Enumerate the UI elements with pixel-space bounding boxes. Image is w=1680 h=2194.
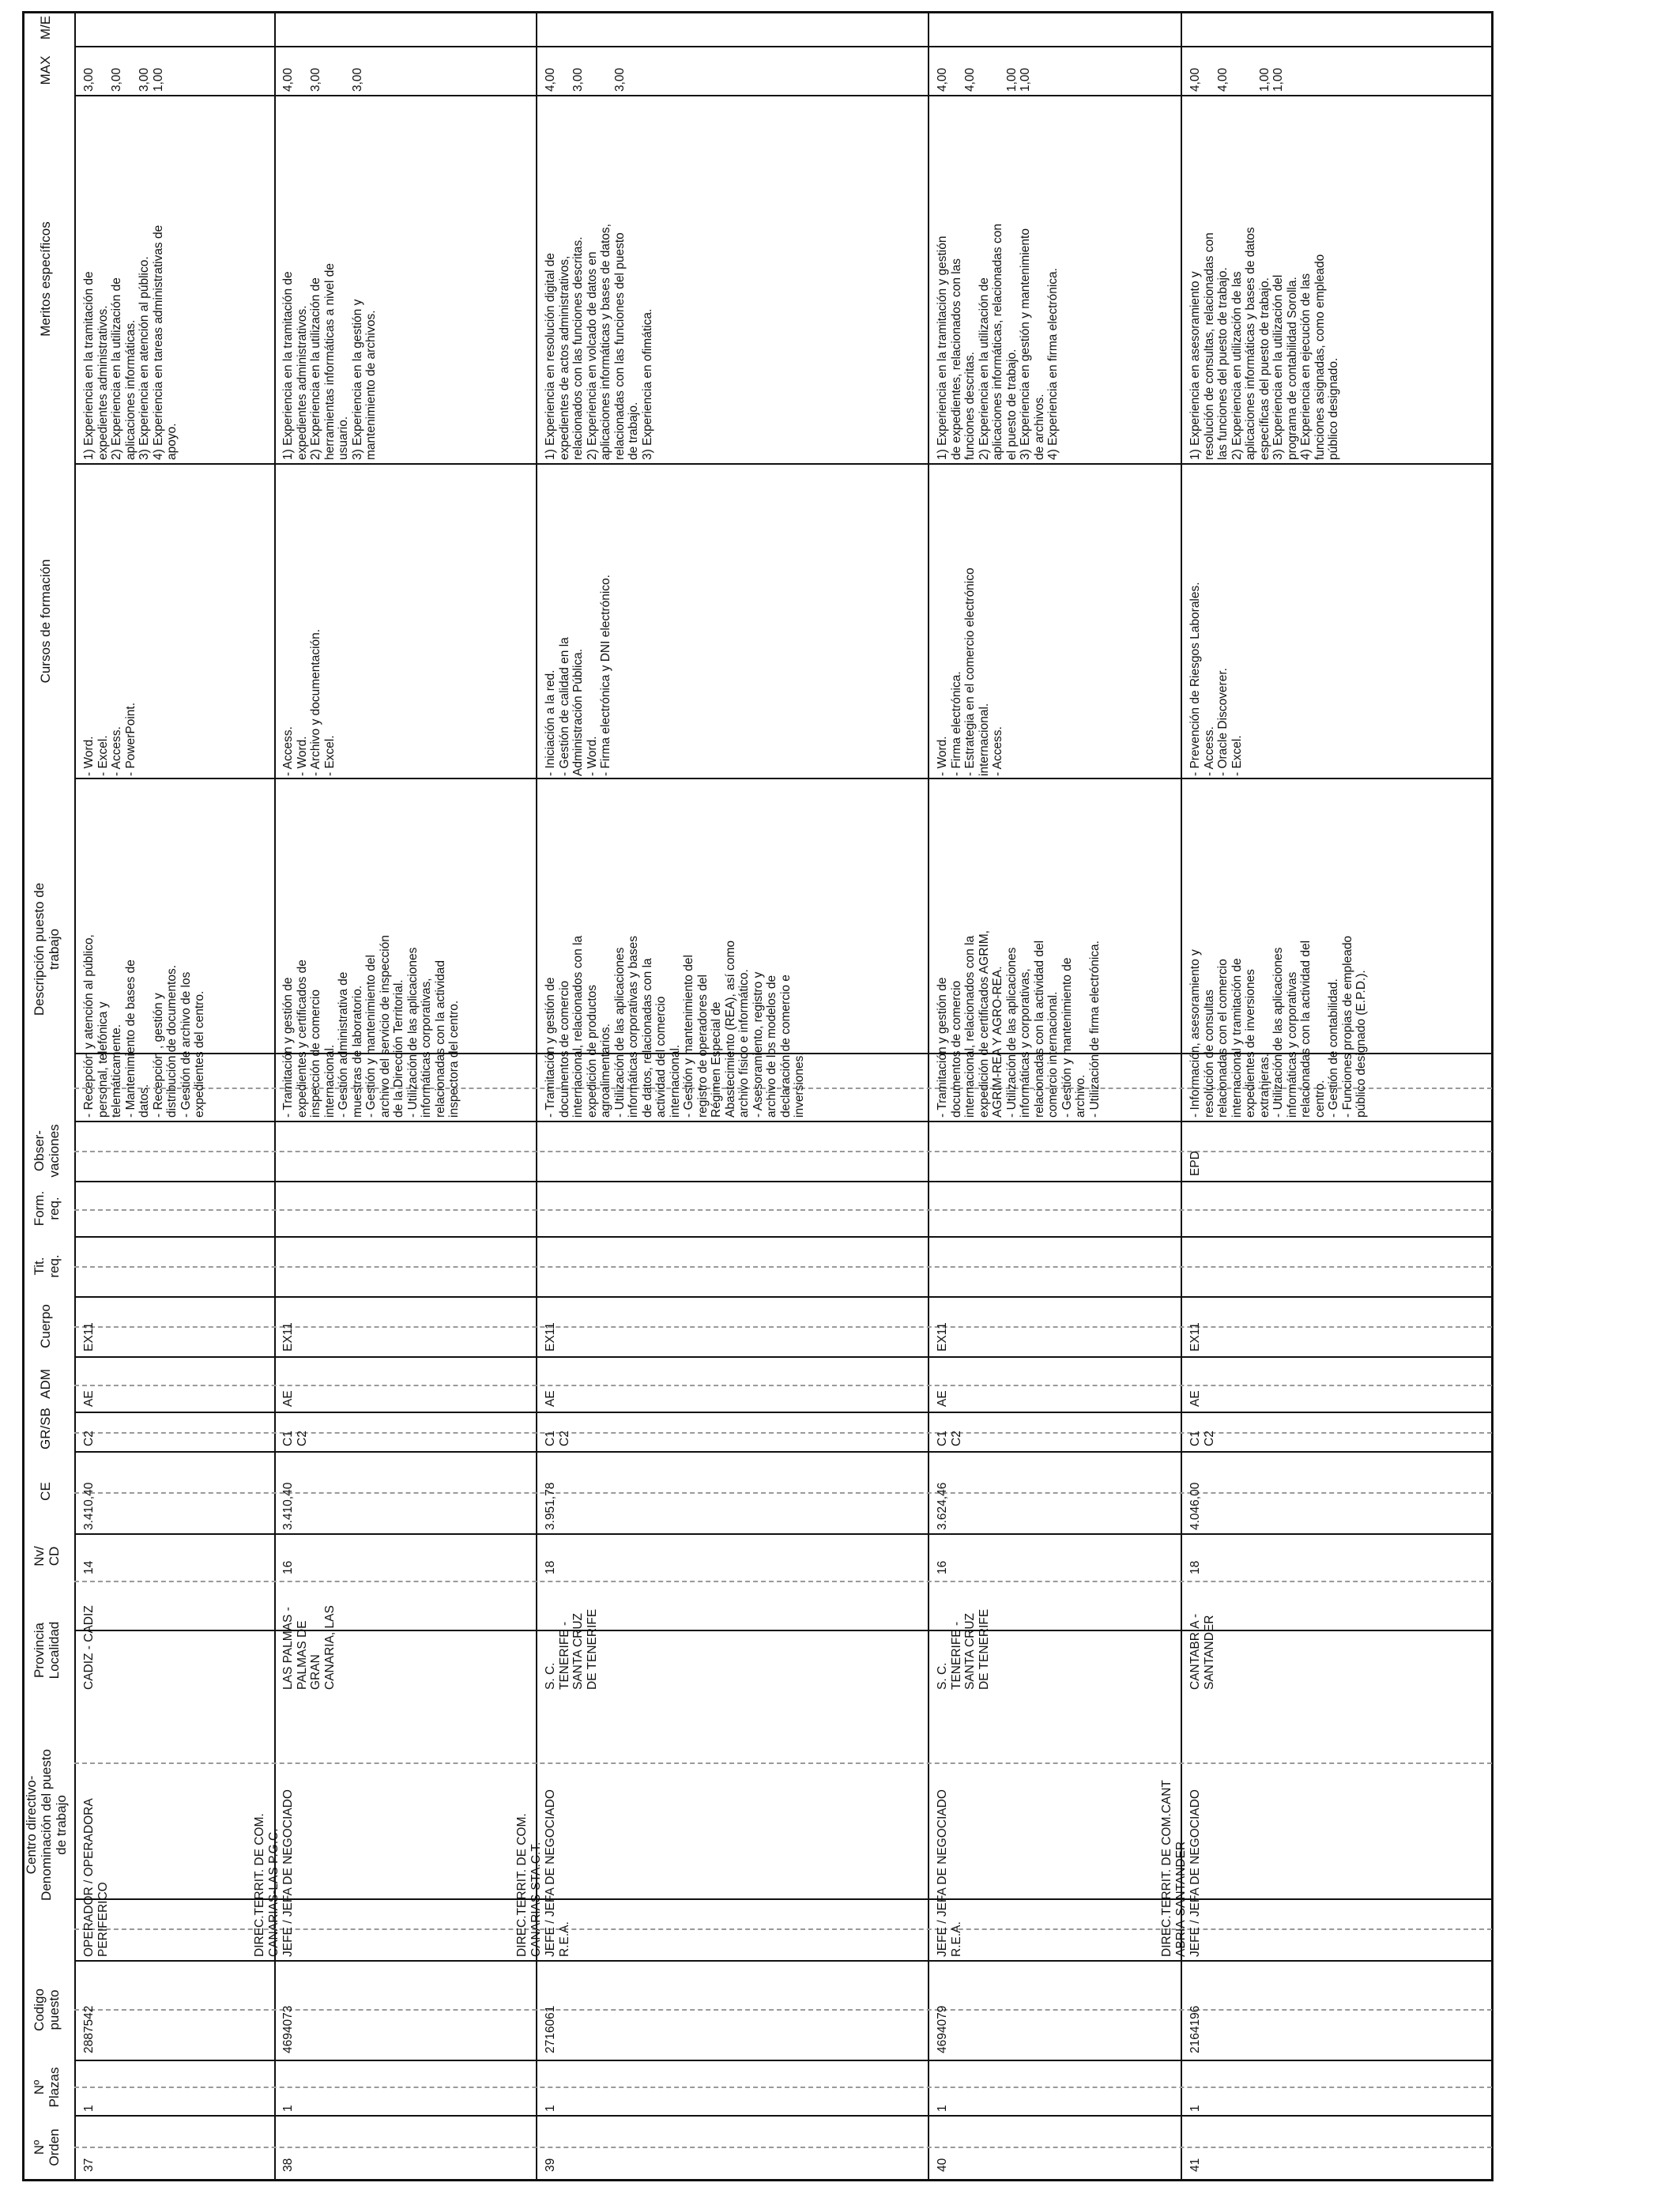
row-nivel: 16 (281, 1560, 295, 1574)
header-titulacion: Tit. req. (32, 1254, 62, 1278)
row-ce: 3.410,40 (82, 1482, 96, 1530)
column-line (74, 1412, 1492, 1413)
row-cuerpo: EX11 (1188, 1322, 1202, 1351)
row-denominacion: OPERADOR / OPERADORA PERIFERICO (82, 1798, 110, 1957)
row-max: 4,00 3,00 3,00 (544, 67, 627, 92)
header-descripcion: Descripción puesto de trabajo (32, 882, 62, 1016)
row-cursos: - Iniciación a la red. - Gestión de calidad en la Administración Pública. - Word. - Firma electrónica y DNI electrónico. (544, 575, 612, 776)
row-plazas: 1 (936, 2105, 949, 2112)
header-orden: Nº Orden (32, 2128, 62, 2166)
column-guide (74, 1209, 1492, 1211)
row-plazas: 1 (1188, 2105, 1202, 2112)
row-nivel: 18 (1188, 1560, 1202, 1574)
column-line (74, 1121, 1492, 1122)
row-orden: 38 (281, 2158, 295, 2172)
header-me: M/E (38, 15, 53, 40)
row-centro-directivo: DIREC.TERRIT. DE COM. CANARIAS-STA.C.T. (515, 1813, 543, 1957)
row-cursos: - Word. - Firma electrónica. - Estrategia en el comercio electrónico internacional. - Access. (936, 567, 1004, 776)
row-ce: 4.046,00 (1188, 1482, 1202, 1530)
row-centro-directivo: DIREC.TERRIT. DE COM. CANARIAS-LAS P.G.C. (253, 1813, 281, 1957)
row-observaciones: EPD (1188, 1151, 1202, 1176)
header-max: MAX (38, 55, 53, 85)
row-provincia: CANTABRIA - SANTANDER (1188, 1613, 1216, 1690)
row-plazas: 1 (82, 2105, 96, 2112)
row-meritos: 1) Experiencia en resolución digital de expedientes de actos administrativos, relacionados con las funciones descritas. 2) Experiencia en volcado de datos en aplicaciones informáticas y bases de datos, relacionadas con las funciones del puesto de trabajo. 3) Experiencia en ofimática. (544, 224, 654, 460)
row-descripcion: - Tramitación y gestión de documentos de comercio internacional, relacionados con la expedición de certificados AGRIM, AGRIM-REA Y AGRO-REA. - Utilización de las aplicaciones informáticas y corporativas, relacionadas con la actividad del comercio internacional. - Gestión y mantenimiento de archivo. - Utilización de firma electrónica. (936, 930, 1102, 1118)
row-cuerpo: EX11 (936, 1322, 949, 1351)
row-cursos: - Prevención de Riesgos Laborales. - Access. - Oracle Discoverer. - Excel. (1188, 582, 1244, 776)
row-orden: 41 (1188, 2158, 1202, 2172)
row-max: 4,00 3,00 3,00 (281, 67, 364, 92)
column-line (74, 778, 1492, 779)
row-provincia: LAS PALMAS - PALMAS DE GRAN CANARIA, LAS (281, 1605, 337, 1690)
row-adm: AE (82, 1390, 96, 1407)
row-orden: 37 (82, 2158, 96, 2172)
row-meritos: 1) Experiencia en la tramitación y gestión de expedientes, relacionados con las funciones descritas. 2) Experiencia en la utilización de aplicaciones informáticas, relacionadas con el puesto de trabajo. 3) Experiencia en gestión y mantenimiento de archivos. 4) Experiencia en firma electrónica. (936, 224, 1060, 460)
column-line (74, 463, 1492, 465)
row-nivel: 18 (544, 1560, 557, 1574)
row-grupo: C1 C2 (544, 1431, 571, 1446)
row-codigo: 2164196 (1188, 2005, 1202, 2053)
column-line (74, 1356, 1492, 1358)
header-cursos: Cursos de formación (38, 559, 53, 684)
row-grupo: C2 (82, 1431, 96, 1446)
row-nivel: 14 (82, 1560, 96, 1574)
row-adm: AE (936, 1390, 949, 1407)
row-meritos: 1) Experiencia en asesoramiento y resolución de consultas, relacionadas con las funciones del puesto de trabajo. 2) Experiencia en utilización de las aplicaciones informáticas y bases de datos específicas del puesto de trabajo. 3) Experiencia en la utilización del programa de contabilidad Sorolla. 4) Experiencia en ejecución de las funciones asignadas, como empleado público designado. (1188, 227, 1340, 460)
column-guide (74, 1385, 1492, 1386)
column-guide (74, 1266, 1492, 1268)
column-guide (74, 2087, 1492, 2088)
header-centro: Centro directivo- Denominación del puesto de trabajo (24, 1749, 69, 1901)
row-codigo: 2716061 (544, 2005, 557, 2053)
column-line (74, 1533, 1492, 1535)
row-codigo: 2887542 (82, 2005, 96, 2053)
header-formacion: Form. req. (32, 1190, 62, 1227)
header-codigo: Codigo puesto (32, 1989, 62, 2031)
row-max: 3,00 3,00 3,00 1,00 (82, 67, 165, 92)
header-separator (74, 13, 76, 2180)
row-cursos: - Word. - Excel. - Access. - PowerPoint. (82, 702, 137, 776)
row-provincia: CADIZ - CADIZ (82, 1605, 96, 1690)
row-plazas: 1 (544, 2105, 557, 2112)
row-provincia: S. C. TENERIFE - SANTA CRUZ DE TENERIFE (936, 1608, 991, 1690)
row-orden: 40 (936, 2158, 949, 2172)
header-nivel: Nv/ CD (32, 1546, 62, 1566)
row-denominacion: JEFE / JEFA DE NEGOCIADO R.E.A. (936, 1789, 963, 1957)
column-guide (74, 1581, 1492, 1582)
row-descripcion: - Información, asesoramiento y resolución de consultas relacionadas con el comercio internacional y tramitación de expedientes de inversiones extranjeras. - Utilización de las aplicaciones informáticas y corporativas relacionadas con la actividad del centro. - Gestión de contabilidad. - Funciones propias de empleado público designado (E.P.D.). (1188, 935, 1368, 1118)
row-orden: 39 (544, 2158, 557, 2172)
row-grupo: C1 C2 (936, 1431, 963, 1446)
row-denominacion: JEFE / JEFA DE NEGOCIADO (281, 1789, 295, 1957)
header-plazas: Nº Plazas (32, 2067, 62, 2108)
row-centro-directivo: DIREC.TERRIT. DE COM.CANT ABRIA-SANTANDER (1160, 1780, 1188, 1957)
row-provincia: S. C. TENERIFE - SANTA CRUZ DE TENERIFE (544, 1608, 599, 1690)
row-cursos: - Access. - Word. - Archivo y documentación. - Excel. (281, 628, 337, 776)
column-line (74, 1181, 1492, 1182)
header-observaciones: Obser- vaciones (32, 1124, 62, 1178)
header-ce: CE (38, 1482, 53, 1501)
row-cuerpo: EX11 (544, 1322, 557, 1351)
row-ce: 3.624,46 (936, 1482, 949, 1530)
row-plazas: 1 (281, 2105, 295, 2112)
row-meritos: 1) Experiencia en la tramitación de expedientes administrativos. 2) Experiencia en la utilización de aplicaciones informáticas. 3) Experiencia en atención al público. 4) Experiencia en tareas administrativas de apoyo. (82, 224, 179, 460)
row-separator (928, 13, 929, 2180)
row-adm: AE (281, 1390, 295, 1407)
row-cuerpo: EX11 (82, 1322, 96, 1351)
header-provincia: Provincia Localidad (32, 1621, 62, 1679)
row-max: 4,00 4,00 1,00 1,00 (936, 67, 1032, 92)
column-line (74, 46, 1492, 47)
column-line (74, 1451, 1492, 1453)
header-grupo: GR/SB (38, 1408, 53, 1449)
column-line (74, 95, 1492, 96)
row-meritos: 1) Experiencia en la tramitación de expedientes administrativos. 2) Experiencia en la utilización de herramientas informáticas a nivel de usuario. 3) Experiencia en la gestión y mantenimiento de archivos. (281, 263, 378, 460)
column-guide (74, 1151, 1492, 1152)
row-denominacion: JEFE / JEFA DE NEGOCIADO (1188, 1789, 1202, 1957)
row-descripcion: - Recepción y atención al público, personal, telefónica y telemáticamente. - Mantenimiento de bases de datos. - Recepción , gestión y distribución de documentos. - Gestión de archivo de los expedientes del centro. (82, 934, 206, 1118)
column-line (74, 1960, 1492, 1962)
row-codigo: 4694079 (936, 2005, 949, 2053)
header-meritos: Meritos específicos (38, 221, 53, 337)
row-descripcion: - Tramitación y gestión de expedientes y certificados de inspección de comercio internacional. - Gestión administrativa de muestras de laboratorio. - Gestión y mantenimiento del archivo del servicio de inspección de la Dirección Territorial. - Utilización de las aplicaciones informáticas corporativas, relacionadas con la actividad inspectora del centro. (281, 935, 461, 1118)
row-adm: AE (544, 1390, 557, 1407)
column-line (74, 2060, 1492, 2061)
column-line (74, 1296, 1492, 1298)
row-cuerpo: EX11 (281, 1322, 295, 1351)
row-adm: AE (1188, 1390, 1202, 1407)
row-ce: 3.410,40 (281, 1482, 295, 1530)
row-descripcion: - Tramitación y gestión de documentos de comercio internacional, relacionados con la expedición de productos agroalimentarios. - Utilización de las aplicaciones informáticas corporativas y bases de datos, relacionadas con la actividad del comercio internacional. - Gestión y mantenimiento del registro de operadores del Régimen Especial de Abastecimiento (REA), así como archivo físico e informático. - Asesoramiento, registro y archivo de los modelos de declaración de comercio e inversiones. (544, 935, 806, 1118)
row-ce: 3.951,78 (544, 1482, 557, 1530)
header-cuerpo: Cuerpo (38, 1304, 53, 1348)
row-max: 4,00 4,00 1,00 1,00 (1188, 67, 1285, 92)
column-line (74, 1236, 1492, 1238)
column-line (74, 2115, 1492, 2117)
header-adm: ADM (38, 1369, 53, 1399)
column-guide (74, 1762, 1492, 1764)
column-guide (74, 2147, 1492, 2148)
row-codigo: 4694073 (281, 2005, 295, 2053)
row-nivel: 16 (936, 1560, 949, 1574)
row-denominacion: JEFE / JEFA DE NEGOCIADO R.E.A. (544, 1789, 571, 1957)
row-grupo: C1 C2 (1188, 1431, 1216, 1446)
row-grupo: C1 C2 (281, 1431, 309, 1446)
